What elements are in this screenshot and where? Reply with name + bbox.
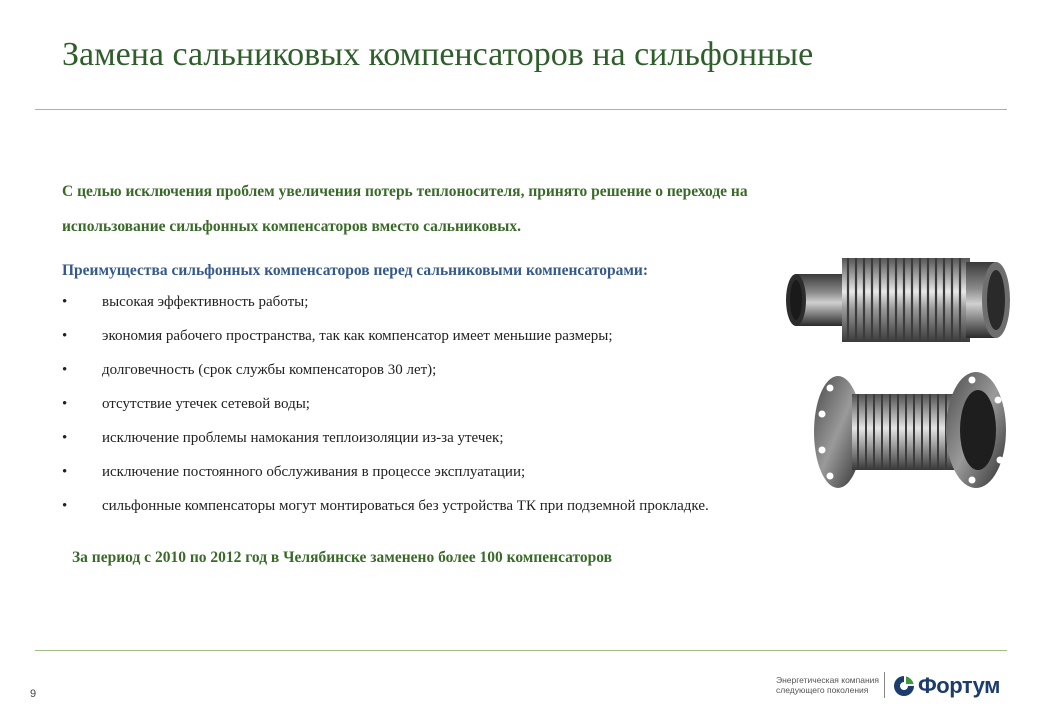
advantage-text: исключение проблемы намокания теплоизоляции из-за утечек;: [102, 430, 504, 446]
advantages-heading: Преимущества сильфонных компенсаторов перед сальниковыми компенсаторами:: [62, 262, 649, 279]
advantage-text: долговечность (срок службы компенсаторов 30 лет);: [102, 362, 437, 378]
page-number: 9: [30, 688, 37, 700]
advantage-text: отсутствие утечек сетевой воды;: [102, 396, 310, 412]
slide-title: Замена сальниковых компенсаторов на сильфонные: [62, 36, 814, 73]
advantage-text: высокая эффективность работы;: [102, 294, 309, 310]
bullet-icon: •: [62, 396, 68, 412]
flanged-bellows-compensator-photo: [808, 370, 1014, 492]
fortum-logo-icon: [892, 674, 916, 698]
advantage-text: сильфонные компенсаторы могут монтироваться без устройства ТК при подземной прокладке.: [102, 498, 709, 514]
company-name: Фортум: [918, 673, 1000, 698]
bullet-icon: •: [62, 430, 68, 446]
title-divider: [35, 109, 1007, 110]
intro-text-line-1: С целью исключения проблем увеличения потерь теплоносителя, принято решение о переходе на: [62, 183, 748, 200]
intro-text-line-2: использование сильфонных компенсаторов вместо сальниковых.: [62, 218, 522, 235]
company-tagline: Энергетическая компания следующего поколения: [776, 675, 880, 695]
bullet-icon: •: [62, 362, 68, 378]
bullet-icon: •: [62, 464, 68, 480]
bellows-compensator-photo: [782, 240, 1014, 358]
company-logo: [772, 672, 1012, 702]
bullet-icon: •: [62, 498, 68, 514]
bullet-icon: •: [62, 328, 68, 344]
advantage-text: экономия рабочего пространства, так как компенсатор имеет меньшие размеры;: [102, 328, 613, 344]
footer-divider: [35, 650, 1007, 651]
advantage-text: исключение постоянного обслуживания в процессе эксплуатации;: [102, 464, 526, 480]
bullet-icon: •: [62, 294, 68, 310]
summary-text: За период с 2010 по 2012 год в Челябинске заменено более 100 компенсаторов: [72, 549, 613, 566]
logo-divider: [884, 672, 885, 698]
